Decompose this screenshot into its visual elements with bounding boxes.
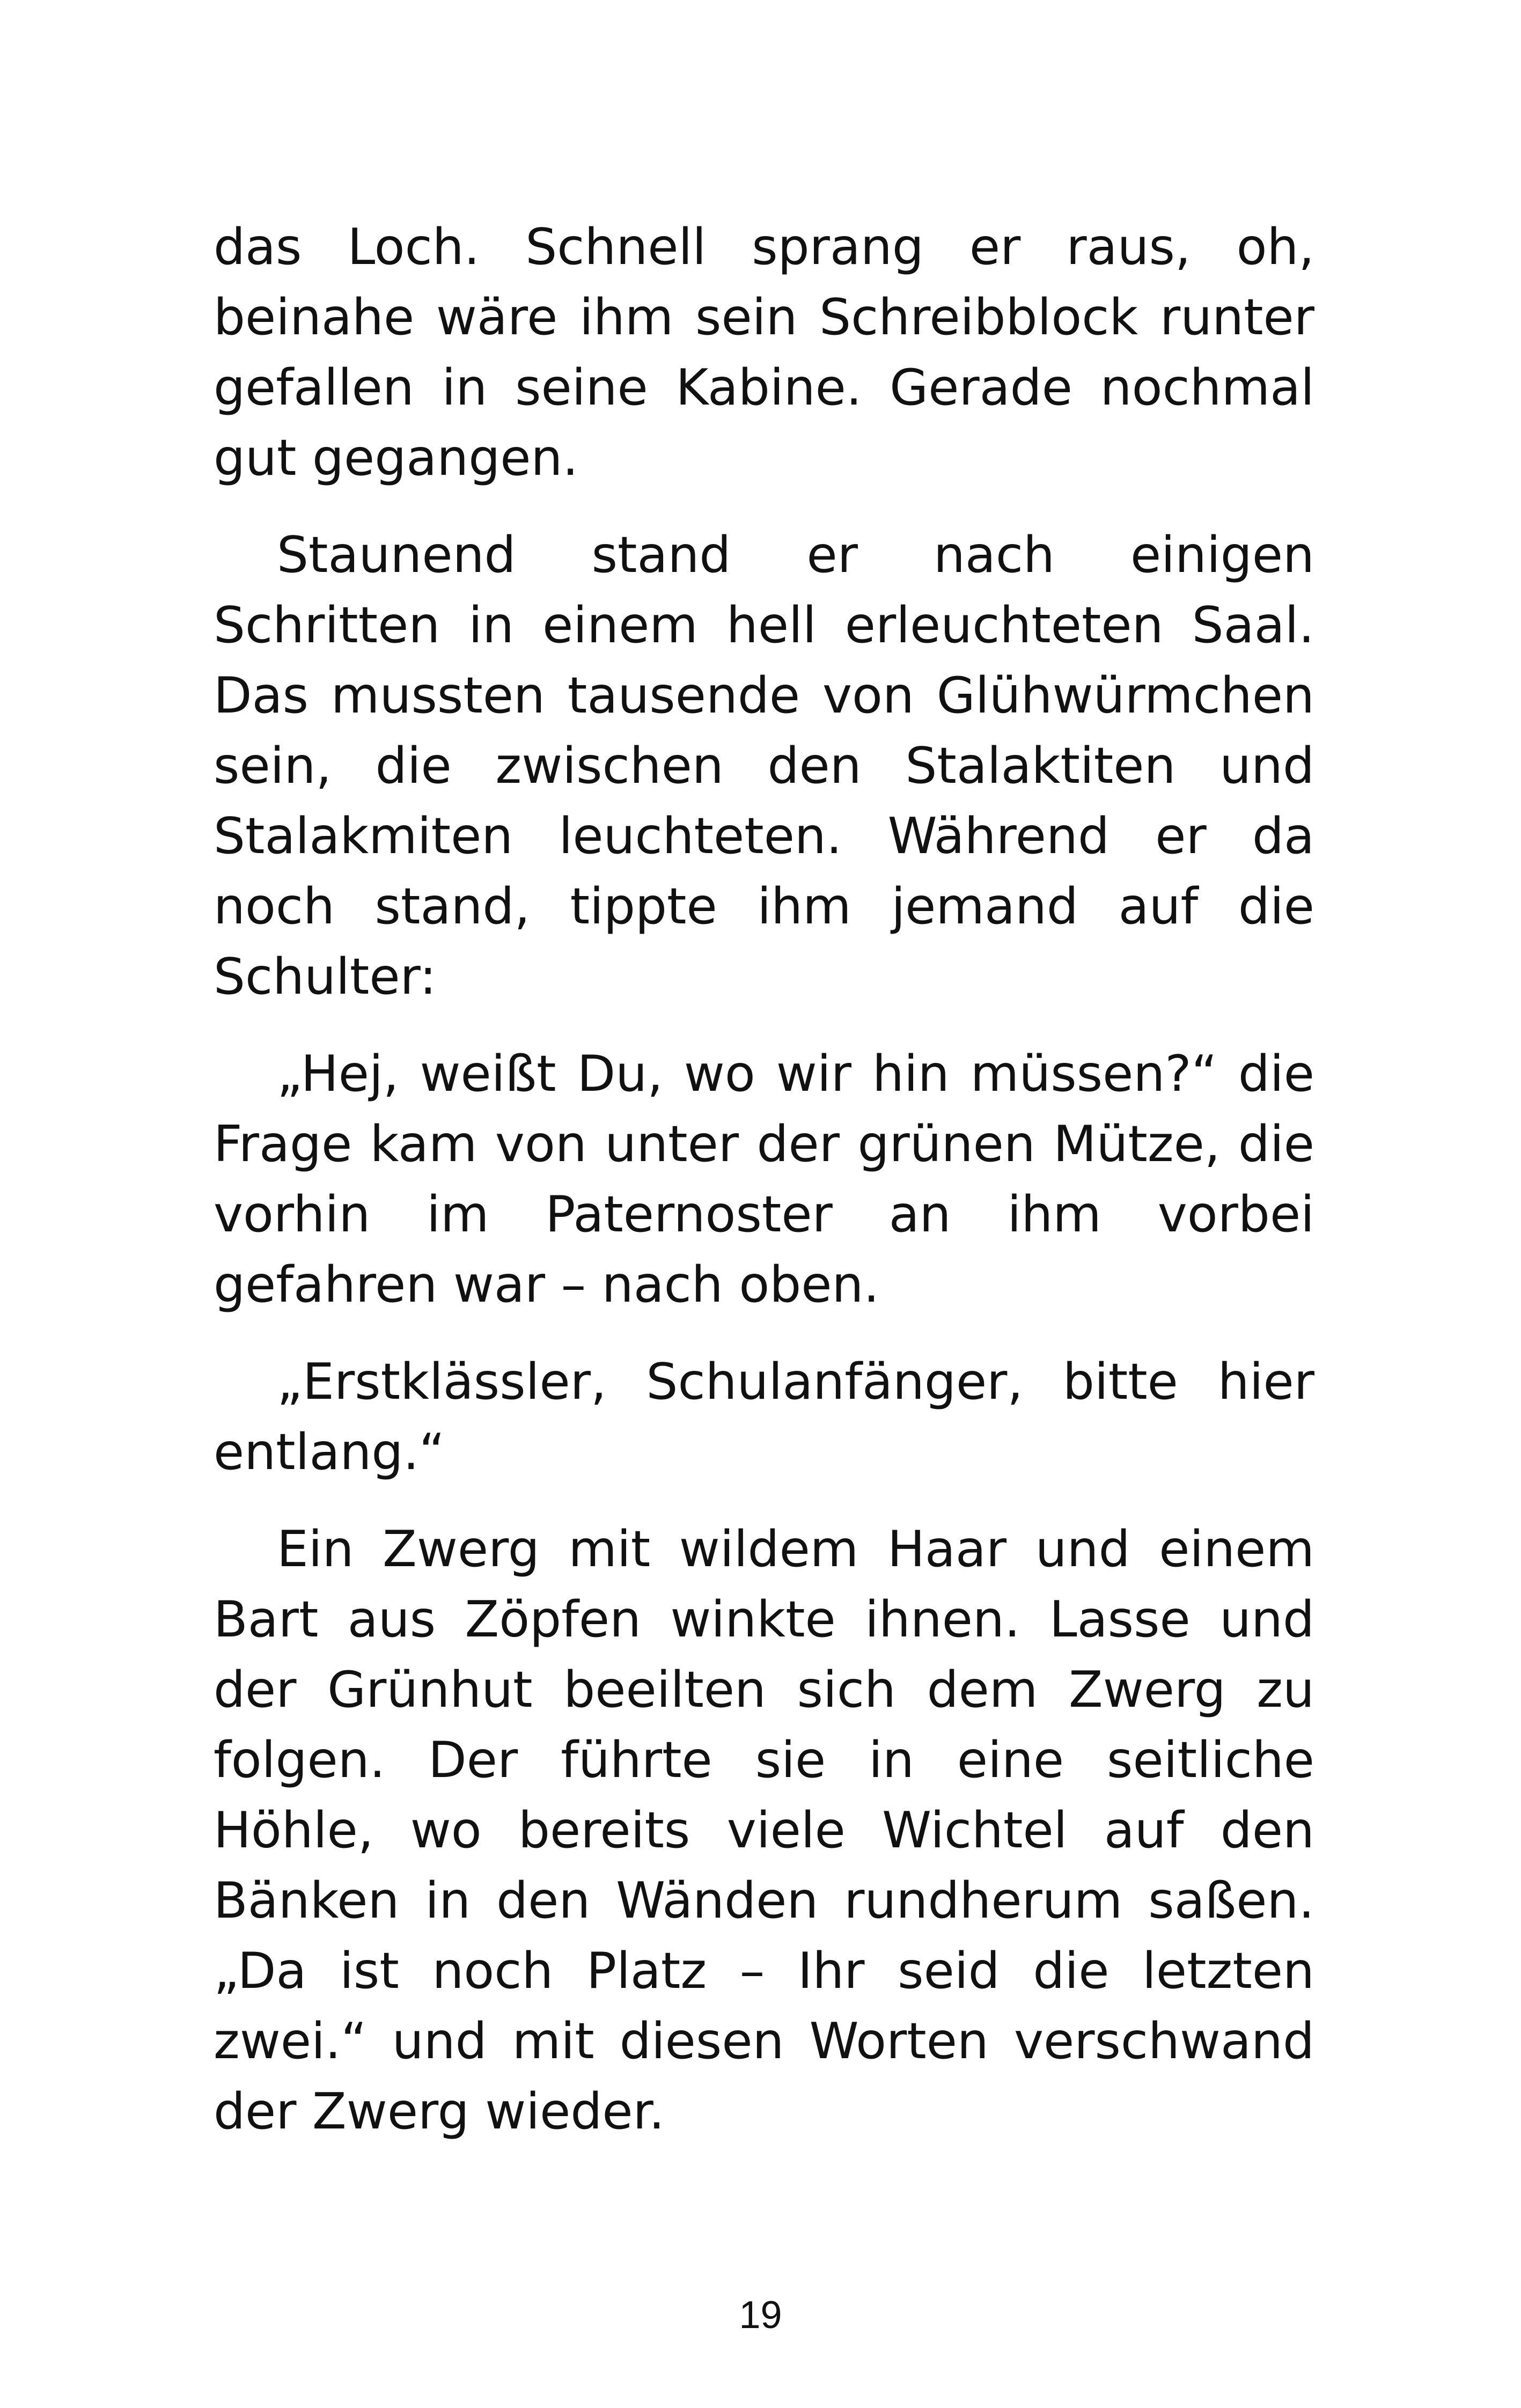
paragraph-1: das Loch. Schnell sprang er raus, oh, beinahe wäre ihm sein Schreibblock runter gefallen in seine Kabine. Gerade nochmal gut gegangen. [214, 218, 1314, 487]
paragraph-5: Ein Zwerg mit wildem Haar und einem Bart aus Zöpfen winkte ihnen. Lasse und der Grünhut beeilten sich dem Zwerg zu folgen. Der führte sie in eine seitliche Höhle, wo bereits viele Wichtel auf den Bänken in den Wänden rundherum saßen. „Da ist noch Platz – Ihr seid die letzten zwei.“ und mit diesen Worten verschwand der Zwerg wieder. [214, 1520, 1314, 2140]
paragraph-4: „Erstklässler, Schulanfänger, bitte hier entlang.“ [214, 1353, 1314, 1481]
paragraph-2: Staunend stand er nach einigen Schritten in einem hell erleuchteten Saal. Das mussten tausende von Glühwürmchen sein, die zwischen den Stalaktiten und Stalakmiten leuchteten. Während er da noch stand, tippte ihm jemand auf die Schulter: [214, 526, 1314, 1005]
paragraph-3: „Hej, weißt Du, wo wir hin müssen?“ die Frage kam von unter der grünen Mütze, die vorhin im Paternoster an ihm vorbei gefahren war – nach oben. [214, 1045, 1314, 1313]
page-number: 19 [739, 2294, 782, 2337]
text-column [214, 212, 1314, 2174]
